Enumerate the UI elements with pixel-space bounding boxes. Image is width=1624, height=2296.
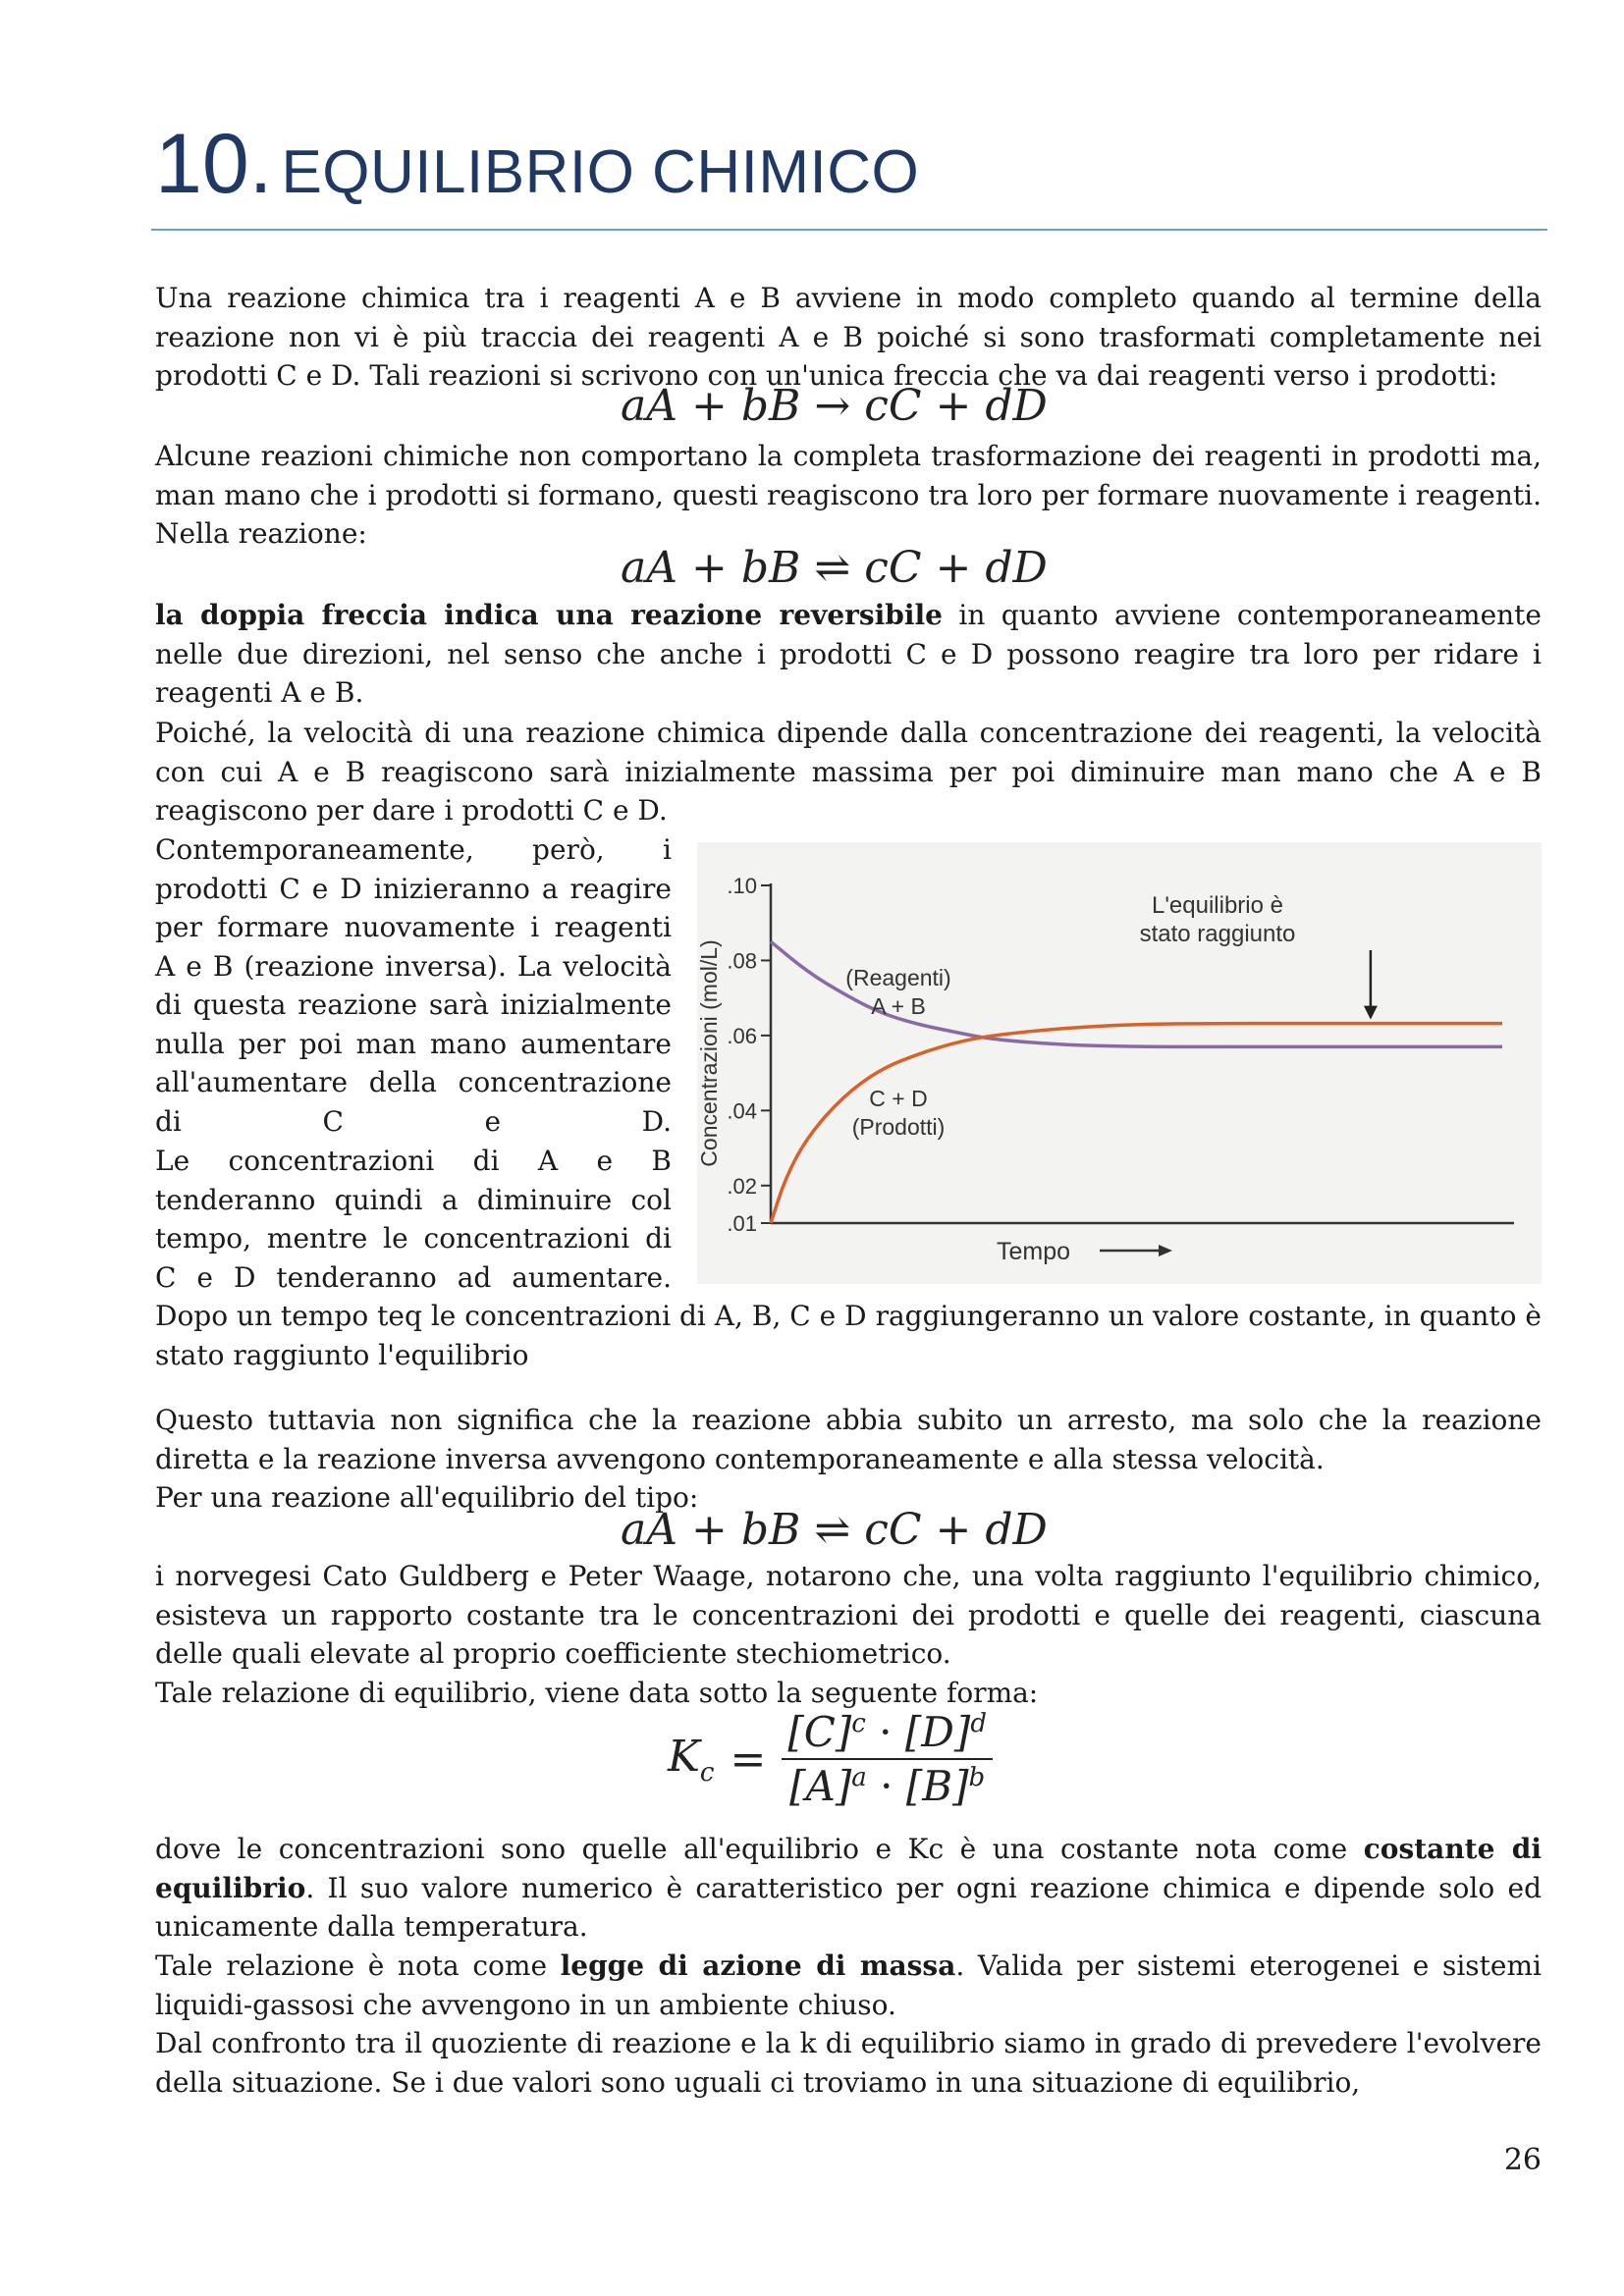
eq2-arrow: ⇌	[814, 543, 851, 593]
equilibrium-annotation-line2: stato raggiunto	[1139, 921, 1296, 947]
kc-k: K	[668, 1731, 700, 1782]
eq1-right: cC + dD	[864, 381, 1048, 431]
kc-numerator	[782, 1708, 993, 1756]
y-tick-label: .10	[727, 874, 757, 898]
y-tick-label: .02	[727, 1173, 757, 1199]
paragraph-3-rest: in quanto avviene contemporaneamente nelle due direzioni, nel senso che anche i prodotti C e D possono reagire tra loro per ridare i reagenti A e B.	[155, 599, 1542, 709]
x-axis-arrow	[1100, 1245, 1172, 1256]
title-underline	[151, 229, 1547, 231]
y-tick-label: .04	[727, 1098, 757, 1124]
paragraph-7: Dopo un tempo teq le concentrazioni di A, B, C e D raggiungeranno un valore costante, in quanto è stato raggiunto l'equilibrio	[155, 1300, 1542, 1371]
page-number: 26	[1503, 2143, 1542, 2177]
kc-fraction	[782, 1708, 993, 1810]
y-tick-label: .06	[727, 1023, 757, 1048]
eq3-left: aA + bB	[621, 1505, 801, 1555]
equilibrium-constant-formula	[668, 1708, 993, 1810]
eq3-right: cC + dD	[864, 1505, 1048, 1555]
kc-num-d: [D]	[904, 1708, 971, 1756]
paragraph-2: Alcune reazioni chimiche non comportano la completa trasformazione dei reagenti in prodotti ma, man mano che i prodotti si formano, questi reagiscono tra loro per formare nuovamente i reagenti. Nella reazione:	[155, 440, 1542, 550]
equation-irreversible	[621, 381, 1048, 431]
kc-den-b: [B]	[905, 1762, 969, 1810]
x-arrow-head	[1159, 1245, 1172, 1256]
y-tick-label: .08	[727, 948, 757, 974]
paragraph-9: Per una reazione all'equilibrio del tipo:	[155, 1481, 699, 1514]
kc-den-a: [A]	[789, 1762, 852, 1810]
equation-reversible	[621, 543, 1048, 593]
paragraph-12	[155, 1830, 1542, 1947]
x-axis-label: Tempo	[997, 1238, 1071, 1265]
paragraph-12-a: dove le concentrazioni sono quelle all'equilibrio e Kc è una costante nota come	[155, 1833, 1364, 1865]
equilibrium-constant-term: costante di equilibrio	[155, 1833, 1542, 1904]
page-title	[155, 116, 919, 213]
y-axis-label: Concentrazioni (mol/L)	[697, 939, 722, 1167]
paragraph-3	[155, 596, 1542, 713]
kc-num-c: [C]	[787, 1708, 852, 1756]
paragraph-13	[155, 1947, 1542, 2024]
kc-den-b-exp: b	[968, 1763, 986, 1792]
paragraph-1: Una reazione chimica tra i reagenti A e B avviene in modo completo quando al termine della reazione non vi è più traccia dei reagenti A e B poiché si sono trasformati completamente nei prodotti C e D. Tali reazioni si scrivono con un'unica freccia che va dai reagenti verso i prodotti:	[155, 282, 1542, 392]
kc-fraction-bar	[782, 1758, 993, 1760]
equation-reversible-2	[621, 1505, 1048, 1555]
eq3-arrow: ⇌	[814, 1505, 851, 1555]
products-label: (Prodotti)	[851, 1114, 946, 1140]
paragraph-5: Contemporaneamente, però, i prodotti C e D inizieranno a reagire per formare nuovamente i reagenti A e B (reazione inversa). La velocità di questa reazione sarà inizialmente nulla per poi man mano aumentare all'aumentare della concentrazione di C e D.	[155, 833, 672, 1138]
kc-denominator	[784, 1762, 991, 1810]
kc-equals: =	[730, 1734, 767, 1785]
eq2-right: cC + dD	[864, 543, 1048, 593]
paragraph-11: Tale relazione di equilibrio, viene data sotto la seguente forma:	[155, 1677, 1039, 1709]
equilibrium-chart	[697, 842, 1542, 1284]
reactants-formula: A + B	[871, 993, 926, 1019]
equilibrium-arrow-head	[1364, 1006, 1378, 1020]
chapter-number: 10.	[155, 117, 273, 211]
paragraph-8: Questo tuttavia non significa che la reazione abbia subito un arresto, ma solo che la reazione diretta e la reazione inversa avvengono contemporaneamente e alla stessa velocità.	[155, 1404, 1542, 1475]
paragraph-13-b: . Valida per sistemi eterogenei e sistemi liquidi-gassosi che avvengono in un ambiente chiuso.	[155, 1949, 1543, 2021]
paragraph-14: Dal confronto tra il quoziente di reazione e la k di equilibrio siamo in grado di prevedere l'evolvere della situazione. Se i due valori sono uguali ci troviamo in una situazione di equilibrio,	[155, 2027, 1542, 2099]
kc-num-c-exp: c	[851, 1709, 866, 1738]
kc-den-dot: ·	[866, 1762, 906, 1810]
eq1-left: aA + bB	[621, 381, 801, 431]
mass-action-law-term: legge di azione di massa	[560, 1949, 956, 1982]
kc-symbol	[668, 1732, 714, 1788]
kc-sub: c	[699, 1757, 715, 1788]
paragraph-13-a: Tale relazione è nota come	[155, 1949, 561, 1982]
kc-num-dot: ·	[865, 1708, 905, 1756]
chapter-title: EQUILIBRIO CHIMICO	[281, 138, 920, 206]
kc-den-a-exp: a	[851, 1763, 867, 1792]
equilibrium-annotation-line1: L'equilibrio è	[1151, 892, 1284, 919]
reversible-definition: la doppia freccia indica una reazione reversibile	[155, 599, 943, 631]
eq1-arrow: →	[814, 381, 851, 431]
paragraph-4: Poiché, la velocità di una reazione chimica dipende dalla concentrazione dei reagenti, la velocità con cui A e B reagiscono sarà inizialmente massima per poi diminuire man mano che A e B reagiscono per dare i prodotti C e D.	[155, 717, 1542, 827]
eq2-left: aA + bB	[621, 543, 801, 593]
equilibrium-arrow	[1364, 950, 1378, 1020]
products-formula: C + D	[869, 1086, 928, 1111]
paragraph-6: Le concentrazioni di A e B tenderanno quindi a diminuire col tempo, mentre le concentrazioni di C e D tenderanno ad aumentare.	[155, 1145, 672, 1294]
paragraph-12-b: . Il suo valore numerico è caratteristico per ogni reazione chimica e dipende solo ed unicamente dalla temperatura.	[155, 1871, 1542, 1943]
chart-svg	[697, 842, 1542, 1284]
y-ticks	[727, 874, 771, 1236]
y-tick-label: .01	[727, 1211, 757, 1236]
paragraph-10: i norvegesi Cato Guldberg e Peter Waage, notarono che, una volta raggiunto l'equilibrio chimico, esisteva un rapporto costante tra le concentrazioni dei prodotti e quelle dei reagenti, ciascuna delle quali elevate al proprio coefficiente stechiometrico.	[155, 1560, 1542, 1670]
kc-num-d-exp: d	[970, 1709, 987, 1738]
reactants-label: (Reagenti)	[845, 965, 951, 990]
